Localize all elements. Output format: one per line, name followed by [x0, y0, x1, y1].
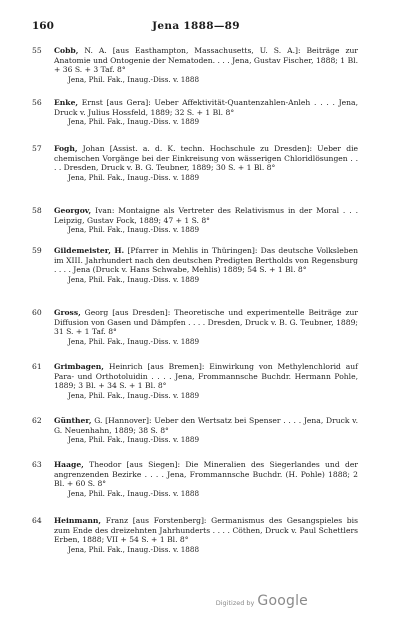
entry-body: Heinrich [aus Bremen]: Einwirkung von Methylenchlorid auf Para- und Orthotoluidin . . . . Jena, Frommannsche Buchdr. Hermann Pohle, 1889; 3 Bl. + 34 S. + 1 Bl. 8° — [54, 362, 358, 391]
entry-note: Jena, Phil. Fak., Inaug.-Diss. v. 1889 — [68, 336, 200, 346]
entry-body: Ernst [aus Gera]: Ueber Affektivität-Quantenzahlen-Anleh . . . . Jena, Druck v. Julius Hossfeld, 1889; 32 S. + 1 Bl. 8° — [54, 98, 358, 117]
entry-text — [54, 516, 358, 545]
author-name: Cobb, — [54, 46, 79, 55]
entry-text — [54, 46, 358, 75]
author-name: Georgov, — [54, 206, 92, 215]
entry-number: 63 — [32, 460, 42, 469]
entry-text — [54, 98, 358, 117]
entry-body: Ivan: Montaigne als Vertreter des Relativismus in der Moral . . . Leipzig, Gustav Fock, 1889; 47 + 1 S. 8° — [54, 206, 358, 225]
catalog-entry — [32, 416, 358, 445]
catalog-entry — [32, 516, 358, 554]
catalog-entry — [32, 308, 358, 346]
entry-note: Jena, Phil. Fak., Inaug.-Diss. v. 1888 — [68, 488, 200, 498]
entry-note: Jena, Phil. Fak., Inaug.-Diss. v. 1889 — [68, 172, 200, 182]
entry-note: Jena, Phil. Fak., Inaug.-Diss. v. 1889 — [68, 274, 200, 284]
author-name: Heinmann, — [54, 516, 102, 525]
entry-text — [54, 206, 358, 225]
entry-number: 58 — [32, 206, 42, 215]
author-name: Fogh, — [54, 144, 78, 153]
running-head: Jena 1888—89 — [152, 20, 240, 32]
catalog-entry — [32, 362, 358, 400]
entry-number: 64 — [32, 516, 42, 525]
entry-note: Jena, Phil. Fak., Inaug.-Diss. v. 1889 — [68, 435, 200, 445]
entry-note: Jena, Phil. Fak., Inaug.-Diss. v. 1889 — [68, 225, 200, 235]
catalog-entry — [32, 246, 358, 284]
entry-body: Theodor [aus Siegen]: Die Mineralien des Siegerlandes und der angrenzenden Bezirke . . . . Jena, Frommannsche Buchdr. (H. Pohle) 1888; 2 Bl. + 60 S. 8° — [54, 460, 358, 489]
entry-note: Jena, Phil. Fak., Inaug.-Diss. v. 1888 — [68, 544, 200, 554]
entry-text — [54, 362, 358, 391]
author-name: Gross, — [54, 308, 81, 317]
entry-number: 57 — [32, 144, 42, 153]
author-name: Enke, — [54, 98, 79, 107]
watermark-prefix: Digitized by — [215, 599, 255, 607]
entry-text — [54, 308, 358, 337]
entry-body: G. [Hannover]: Ueber den Wertsatz bei Spenser . . . . Jena, Druck v. G. Neuenhahn, 1889; 38 S. 8° — [54, 416, 358, 435]
entry-note: Jena, Phil. Fak., Inaug.-Diss. v. 1889 — [68, 390, 200, 400]
entry-body: Johan [Assist. a. d. K. techn. Hochschule zu Dresden]: Ueber die chemischen Vorgänge bei der Einkreisung von wässerigen Chloridlösungen . . . . Dresden, Druck v. B. G. Teubner, 1889; 30 S. + 1 Bl. 8° — [54, 144, 358, 173]
entry-body: N. A. [aus Easthampton, Massachusetts, U. S. A.]: Beiträge zur Anatomie und Ontogenie der Nematoden. . . . Jena, Gustav Fischer, 1888; 1 Bl. + 36 S. + 3 Taf. 8° — [54, 46, 358, 75]
entry-number: 55 — [32, 46, 42, 55]
entry-note: Jena, Phil. Fak., Inaug.-Diss. v. 1888 — [68, 74, 200, 84]
entry-body: Franz [aus Forstenberg]: Germanismus des Gesangspieles bis zum Ende des dreizehnten Jahrhunderts . . . . Cöthen, Druck v. Paul Schettlers Erben, 1888; VII + 54 S. + 1 Bl. 8° — [54, 516, 358, 545]
entry-body: Georg [aus Dresden]: Theoretische und experimentelle Beiträge zur Diffusion von Gasen und Dämpfen . . . . Dresden, Druck v. B. G. Teubner, 1889; 31 S. + 1 Taf. 8° — [54, 308, 358, 337]
entry-text — [54, 144, 358, 173]
entry-number: 56 — [32, 98, 42, 107]
entry-text — [54, 460, 358, 489]
author-name: Grimbagen, — [54, 362, 104, 371]
entry-number: 59 — [32, 246, 42, 255]
catalog-entry — [32, 46, 358, 84]
digitized-by-watermark — [216, 590, 308, 609]
entry-number: 62 — [32, 416, 42, 425]
author-name: Günther, — [54, 416, 92, 425]
catalog-entry — [32, 206, 358, 235]
catalog-entry — [32, 98, 358, 127]
entry-note: Jena, Phil. Fak., Inaug.-Diss. v. 1889 — [68, 117, 200, 127]
google-logo: Google — [257, 593, 308, 609]
page-number: 160 — [32, 20, 54, 32]
catalog-entry — [32, 144, 358, 182]
author-name: Haage, — [54, 460, 84, 469]
entry-number: 60 — [32, 308, 42, 317]
entry-text — [54, 246, 358, 275]
entry-body: [Pfarrer in Mehlis in Thüringen]: Das deutsche Volksleben im XIII. Jahrhundert nach den deutschen Predigten Bertholds von Regensburg . . . . Jena (Druck v. Hans Schwabe, Mehlis) 1889; 54 S. + 1 Bl. 8° — [54, 246, 358, 275]
entry-text — [54, 416, 358, 435]
entry-number: 61 — [32, 362, 42, 371]
author-name: Gildemeister, H. — [54, 246, 125, 255]
catalog-entry — [32, 460, 358, 498]
page-header — [32, 20, 360, 34]
